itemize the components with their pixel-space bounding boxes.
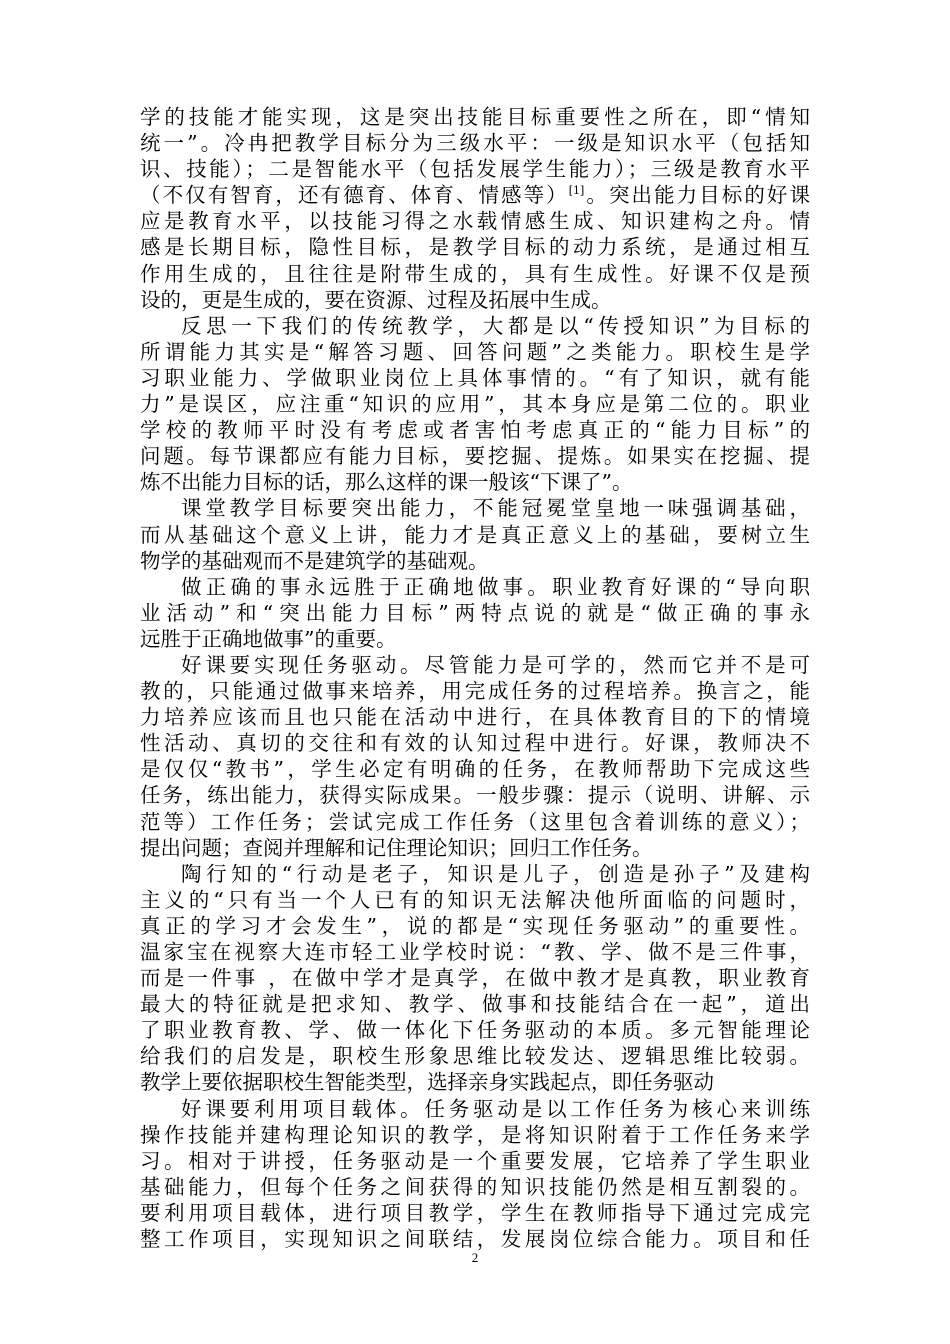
text-line: 学校的教师平时没有考虑或者害怕考虑真正的“能力目标”的	[140, 418, 810, 443]
text-line: 课堂教学目标要突出能力，不能冠冕堂皇地一味强调基础，	[181, 496, 810, 521]
text-line: 整工作项目，实现知识之间联结，发展岗位综合能力。项目和任	[140, 1227, 810, 1252]
paragraph	[140, 495, 810, 573]
text-line: 要利用项目载体，进行项目教学，学生在教师指导下通过完成完	[140, 1200, 810, 1225]
text-line: 物学的基础观而不是建筑学的基础观。	[140, 548, 489, 573]
text-line: 问题。每节课都应有能力目标，要挖掘、提炼。如果实在挖掘、提	[140, 444, 810, 469]
text-line: 范等）工作任务；尝试完成工作任务（这里包含着训练的意义）；	[140, 809, 810, 834]
text-line: 统一”。冷冉把教学目标分为三级水平：一级是知识水平（包括知	[140, 131, 810, 156]
text-line: 基础能力，但每个任务之间获得的知识技能仍然是相互割裂的。	[140, 1174, 810, 1199]
text-line: 好课要利用项目载体。任务驱动是以工作任务为核心来训练	[181, 1096, 810, 1121]
text-line: 炼不出能力目标的话，那么这样的课一般该“下课了”。	[140, 470, 633, 495]
paragraph	[140, 574, 810, 652]
text-line: 而从基础这个意义上讲，能力才是真正意义上的基础，要树立生	[140, 522, 810, 547]
text-line: 教的，只能通过做事来培养，用完成任务的过程培养。换言之，能	[140, 679, 810, 704]
text-line: 教学上要依据职校生智能类型，选择亲身实践起点，即任务驱动	[140, 1070, 714, 1095]
text-line: 性活动、真切的交往和有效的认知过程中进行。好课，教师决不	[140, 731, 810, 756]
text-line: 感是长期目标，隐性目标，是教学目标的动力系统，是通过相互	[140, 235, 810, 260]
paragraph	[140, 861, 810, 1096]
text-line: 提出问题；查阅并理解和记住理论知识；回归工作任务。	[140, 835, 653, 860]
text-segment: 。突出能力目标的好课	[584, 183, 811, 208]
text-line: 温家宝在视察大连市轻工业学校时说：“教、学、做不是三件事，	[140, 940, 810, 964]
text-segment: （不仅有智育，还有德育、体育、情感等）	[140, 183, 569, 208]
text-line: 作用生成的，且往往是附带生成的，具有生成性。好课不仅是预	[140, 261, 810, 286]
text-line: 应是教育水平，以技能习得之水载情感生成、知识建构之舟。情	[140, 209, 810, 234]
paragraph	[140, 313, 810, 496]
text-line: 陶行知的“行动是老子，知识是儿子，创造是孙子”及建构	[181, 861, 810, 886]
text-line: 最大的特征就是把求知、教学、做事和技能结合在一起”，道出	[140, 992, 810, 1017]
text-line: 习职业能力、学做职业岗位上具体事情的。“有了知识，就有能	[140, 365, 810, 390]
text-line: 做正确的事永远胜于正确地做事。职业教育好课的“导向职	[181, 574, 810, 599]
citation-marker: [1]	[568, 184, 585, 198]
text-line: 真正的学习才会发生”，说的都是“实现任务驱动”的重要性。	[140, 913, 810, 938]
text-line: 力培养应该而且也只能在活动中进行，在具体教育目的下的情境	[140, 705, 810, 730]
page-number: 2	[471, 1250, 479, 1265]
text-line: 好课要实现任务驱动。尽管能力是可学的，然而它并不是可	[181, 652, 810, 677]
text-line: 操作技能并建构理论知识的教学，是将知识附着于工作任务来学	[140, 1122, 810, 1147]
text-line: 远胜于正确地做事”的重要。	[140, 626, 397, 651]
text-line: 而是一件事 ，在做中学才是真学，在做中教才是真教，职业教育	[140, 966, 810, 991]
text-line: 主义的“只有当一个人已有的知识无法解决他所面临的问题时，	[140, 887, 810, 912]
text-line: 识、技能）；二是智能水平（包括发展学生能力）；三级是教育水平	[140, 157, 810, 182]
text-line: 习。相对于讲授，任务驱动是一个重要发展，它培养了学生职业	[140, 1148, 810, 1173]
text-line-with-citation	[140, 182, 810, 208]
text-line: 学的技能才能实现，这是突出技能目标重要性之所在，即“情知	[140, 105, 810, 129]
body-text	[140, 104, 810, 1252]
text-line: 所谓能力其实是“解答习题、回答问题”之类能力。职校生是学	[140, 339, 810, 364]
text-line: 反思一下我们的传统教学，大都是以“传授知识”为目标的	[181, 313, 810, 338]
text-line: 给我们的启发是，职校生形象思维比较发达、逻辑思维比较弱。	[140, 1044, 810, 1069]
text-line: 了职业教育教、学、做一体化下任务驱动的本质。多元智能理论	[140, 1018, 810, 1043]
text-line: 力”是误区，应注重“知识的应用”，其本身应是第二位的。职业	[140, 392, 810, 417]
text-line: 是仅仅“教书”，学生必定有明确的任务，在教师帮助下完成这些	[140, 757, 810, 782]
paragraph	[140, 1096, 810, 1253]
paragraph	[140, 104, 810, 313]
text-line: 任务，练出能力，获得实际成果。一般步骤：提示（说明、讲解、示	[140, 783, 810, 808]
text-line: 设的，更是生成的，要在资源、过程及拓展中生成。	[140, 287, 612, 312]
paragraph	[140, 652, 810, 861]
text-line: 业活动”和“突出能力目标”两特点说的就是“做正确的事永	[140, 600, 810, 625]
